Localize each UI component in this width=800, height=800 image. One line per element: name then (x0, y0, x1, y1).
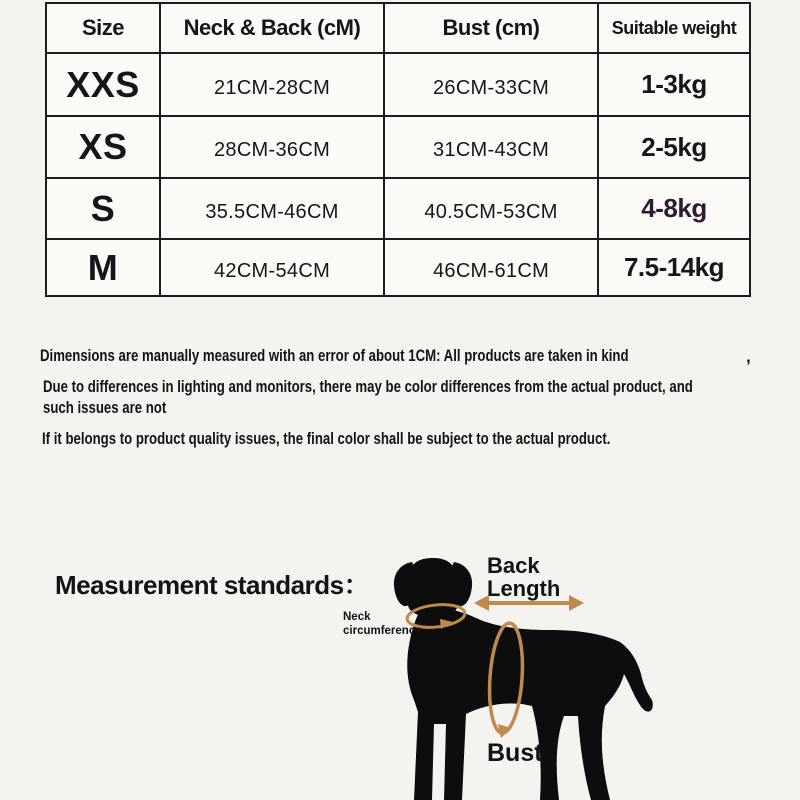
cell-weight-xs: 2-5kg (599, 117, 749, 177)
cell-bust-xs: 31cm-43cm (385, 117, 597, 177)
header-neck-back: Neck & Back (cM) (161, 4, 383, 52)
cell-bust-s: 40.5cm-53cm (385, 179, 597, 238)
cell-size-xs: XS (47, 117, 159, 177)
size-table (45, 2, 751, 297)
dog-right-ear-shape (451, 562, 472, 606)
cell-neck-s: 35.5cm-46cm (161, 179, 383, 238)
bust-label: Bust (487, 739, 543, 767)
note-trailing-comma: , (746, 347, 751, 366)
cell-size-xxs: XXS (47, 54, 159, 115)
header-suitable-weight: Suitable weight (599, 4, 749, 52)
header-size: Size (47, 4, 159, 52)
cell-neck-xxs: 21cm-28cm (161, 54, 383, 115)
neck-circumference-label: Neck circumference (343, 611, 422, 637)
cell-weight-s: 4-8kg (599, 179, 749, 238)
cell-bust-xxs: 26cm-33cm (385, 54, 597, 115)
header-bust: Bust (cm) (385, 4, 597, 52)
dog-left-ear-shape (394, 562, 415, 606)
dog-body-shape (407, 610, 653, 800)
cell-weight-xxs: 1-3kg (599, 54, 749, 115)
note-measure-error: Dimensions are manually measured with an error of about 1CM: All products are taken in kind (40, 347, 629, 365)
cell-neck-m: 42cm-54cm (161, 240, 383, 295)
cell-size-m: M (47, 240, 159, 295)
back-length-label: Back Length (487, 553, 561, 601)
note-quality-issues: If it belongs to product quality issues, the final color shall be subject to the actual product. (42, 430, 611, 448)
dog-head-shape (408, 558, 458, 617)
cell-neck-xs: 28cm-36cm (161, 117, 383, 177)
measurement-standards-title: Measurement standards： (55, 570, 370, 600)
cell-weight-m: 7.5-14kg (599, 240, 749, 295)
cell-size-s: S (47, 179, 159, 238)
cell-bust-m: 46cm-61cm (385, 240, 597, 295)
note-color-difference: Due to differences in lighting and monitors, there may be color differences from the actual product, and such issues are not (43, 378, 693, 417)
